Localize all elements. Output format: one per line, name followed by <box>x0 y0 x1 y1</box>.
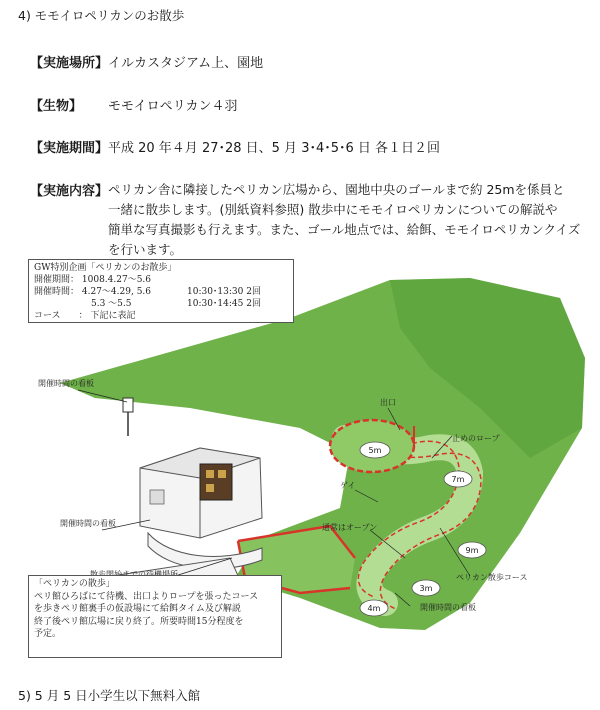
place-value: イルカスタジアム上、園地 <box>108 56 264 71</box>
section-4-heading: 4) モモイロペリカンのお散歩 <box>18 8 185 23</box>
period-value: 平成 20 年４月 27･28 日、5 月 3･4･5･6 日 各１日２回 <box>108 141 441 156</box>
gw-time-label: 開催時間 <box>34 287 71 297</box>
gw-course-label: コース <box>34 311 61 321</box>
gw-info-box <box>28 259 294 323</box>
content-line-4: を行います。 <box>108 242 183 257</box>
gw-time-row1-dates: 4.27～4.29, 5.6 <box>81 287 152 297</box>
distance-marker <box>444 471 472 487</box>
distance-marker <box>360 600 388 616</box>
gw-course-row: コース ： 下記に表記 <box>34 311 136 321</box>
label-sign-mid: 開催時間の看板 <box>60 519 116 528</box>
gw-time-row1-times: 10:30･13:30 2回 <box>187 287 261 297</box>
label-rope: 止めのロープ <box>452 434 500 443</box>
label-open: 通常はオープン <box>322 523 378 532</box>
gw-time-row2-times: 10:30･14:45 2回 <box>187 299 261 309</box>
section-5-heading: 5) 5 月 5 日小学生以下無料入館 <box>18 688 201 703</box>
gw-course-value: 下記に表記 <box>90 311 136 321</box>
gw-time-row-1: 開催時間： 4.27～4.29, 5.6 10:30･13:30 2回 <box>34 287 261 297</box>
note-title: 「ペリカンの散歩」 <box>34 579 115 589</box>
label-sign-bottom: 開催時間の看板 <box>420 603 476 612</box>
gw-period-value: 1008.4.27～5.6 <box>81 275 152 285</box>
gw-period-row: 開催期間： 1008.4.27～5.6 <box>34 275 152 285</box>
note-line-2: を歩きペリ館裏手の仮設場にて給餌タイム及び解説 <box>34 604 241 614</box>
svg-text:4m: 4m <box>367 604 381 613</box>
label-gate: ゲイ <box>340 481 356 490</box>
gw-time-row2-dates: 5.3 ～5.5 <box>91 299 132 309</box>
creature-value: モモイロペリカン４羽 <box>108 99 238 114</box>
note-line-3: 終了後ペリ館広場に戻り終了。所要時間15分程度を <box>34 616 244 627</box>
label-sign-top-left: 開催時間の看板 <box>38 379 94 388</box>
sign-post <box>123 398 133 436</box>
period-label: 【実施期間】 <box>30 141 109 156</box>
note-line-4: 予定。 <box>34 629 62 639</box>
svg-text:5m: 5m <box>368 446 382 455</box>
place-label: 【実施場所】 <box>30 56 109 71</box>
content-line-2: 一緒に散歩します。(別紙資料参照) 散歩中にモモイロペリカンについての解説や <box>108 202 558 217</box>
gw-period-label: 開催期間 <box>34 275 71 285</box>
svg-text:9m: 9m <box>465 546 479 555</box>
content-line-1: ペリカン舎に隣接したペリカン広場から、園地中央のゴールまで約 25mを係員と <box>108 182 565 197</box>
distance-marker <box>458 542 486 558</box>
label-deguchi: 出口 <box>380 398 396 407</box>
label-course: ペリカン散歩コース <box>456 573 528 582</box>
gw-time-row-2 <box>34 298 288 310</box>
gw-title: GW特別企画「ペリカンのお散歩」 <box>34 263 177 273</box>
course-note-box <box>28 575 282 658</box>
creature-label: 【生物】 <box>30 99 83 114</box>
content-line-3: 簡単な写真撮影も行えます。また、ゴール地点では、給餌、モモイロペリカンクイズ <box>108 222 581 237</box>
distance-marker <box>412 580 440 596</box>
svg-text:3m: 3m <box>419 584 433 593</box>
svg-text:7m: 7m <box>451 475 465 484</box>
note-line-1: ペリ館ひろばにて待機、出口よりロープを張ったコース <box>34 591 259 602</box>
distance-marker <box>360 442 390 458</box>
content-label: 【実施内容】 <box>30 184 109 199</box>
